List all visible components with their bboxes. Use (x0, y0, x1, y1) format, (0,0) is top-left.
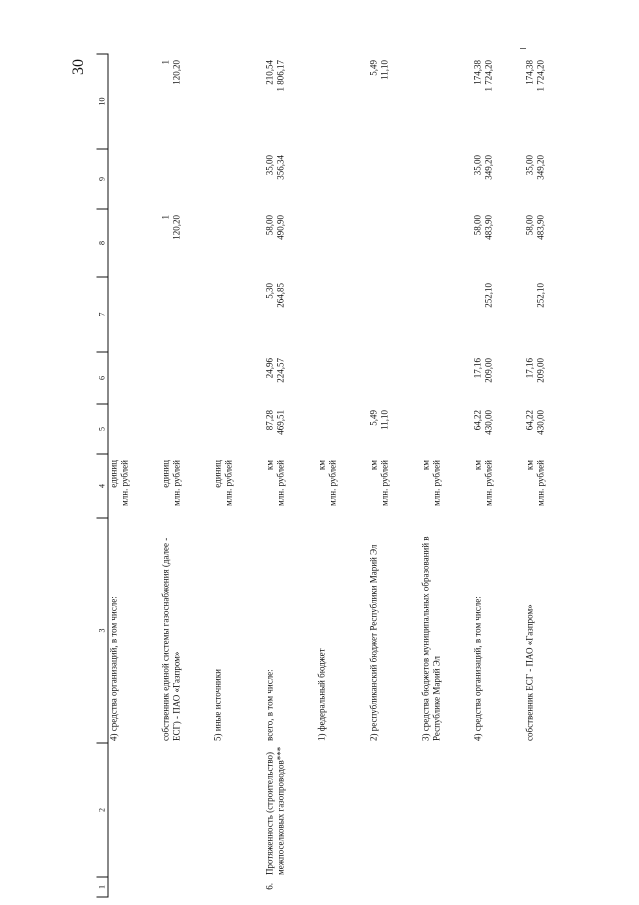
value-v10-line-1: 174,38 (472, 60, 482, 85)
value-v7 (472, 277, 524, 352)
row-number (212, 877, 264, 897)
value-v8-line-1: 58,00 (472, 215, 482, 236)
value-v10 (420, 54, 472, 149)
value-v10-line-1: 1 (160, 60, 170, 65)
value-v7-line-2: 252,10 (483, 283, 493, 308)
value-v7 (524, 277, 576, 352)
value-v6-line-2 (431, 358, 442, 402)
indicator-name (420, 743, 472, 877)
value-v7-line-2 (327, 283, 338, 350)
unit-cell-line-1: единиц (160, 460, 170, 488)
value-v5-line-1 (316, 410, 327, 452)
value-v9 (316, 149, 368, 209)
value-v8-line-1 (420, 215, 431, 275)
value-v5 (368, 404, 420, 454)
value-v9-line-2 (171, 155, 182, 207)
value-v6 (524, 352, 576, 404)
value-v7 (316, 277, 368, 352)
indicator-name (472, 743, 524, 877)
value-v9-line-2 (379, 155, 390, 207)
value-v8-line-2: 490,90 (275, 215, 285, 240)
column-header-10: 10 (97, 54, 109, 149)
value-v5-line-2: 11,10 (379, 410, 389, 430)
value-v6-line-2 (327, 358, 338, 402)
value-v9 (420, 149, 472, 209)
table-row (160, 54, 212, 897)
funding-source: 4) средства организаций, в том числе: (108, 596, 119, 741)
table-row (472, 54, 524, 897)
value-v7-line-1 (368, 283, 379, 350)
unit-cell (212, 454, 264, 518)
value-v5-line-1 (109, 410, 120, 452)
value-v9-line-1 (368, 155, 379, 207)
unit-cell-line-1: км (316, 460, 326, 471)
value-v9-line-2 (223, 155, 234, 207)
unit-cell-line-2: млн. рублей (223, 460, 233, 506)
row-number (420, 877, 472, 897)
indicator-name (212, 743, 264, 877)
table-container (97, 55, 544, 898)
value-v5 (264, 404, 316, 454)
value-v8-line-2 (327, 215, 338, 275)
unit-cell-line-1: км (472, 460, 482, 471)
row-number (108, 877, 160, 897)
value-v8-line-1 (109, 215, 120, 275)
value-v5-line-1 (212, 410, 223, 452)
value-v9-line-1 (160, 155, 171, 207)
value-v6-line-1: 24,96 (264, 358, 274, 379)
value-v8-line-1: 58,00 (264, 215, 274, 236)
unit-cell-line-2: млн. рублей (431, 460, 441, 506)
value-v8-line-2 (379, 215, 390, 275)
value-v6 (108, 352, 160, 404)
value-v5 (524, 404, 576, 454)
column-header-6: 6 (97, 352, 109, 404)
value-v6-line-2: 224,57 (275, 358, 285, 383)
column-header-5: 5 (97, 404, 109, 454)
value-v6-line-2 (120, 358, 131, 402)
value-v5 (420, 404, 472, 454)
unit-cell-line-2: млн. рублей (483, 460, 493, 506)
value-v10-line-2: 1 724,20 (535, 60, 545, 92)
row-number (368, 877, 420, 897)
funding-source: 1) федеральный бюджет (316, 648, 326, 741)
value-v9-line-2 (120, 155, 131, 207)
column-header-1: 1 (97, 877, 109, 897)
unit-cell (524, 454, 576, 518)
value-v5 (472, 404, 524, 454)
column-header-8: 8 (97, 209, 109, 277)
value-v6 (264, 352, 316, 404)
funding-source: 4) средства организаций, в том числе: (472, 596, 482, 741)
unit-cell (420, 454, 472, 518)
value-v9 (108, 149, 160, 209)
value-v10-line-1: 174,38 (524, 60, 534, 85)
value-v10-line-1 (212, 60, 223, 147)
value-v6-line-1: 17,16 (472, 358, 482, 379)
value-v10-line-1 (420, 60, 431, 147)
value-v9-line-1: 35,00 (524, 155, 534, 176)
value-v7-line-2: 264,85 (275, 283, 285, 308)
value-v8-line-2: 483,90 (483, 215, 493, 240)
value-v8 (264, 209, 316, 277)
value-v10-line-2 (431, 60, 442, 147)
value-v9-line-2: 356,34 (275, 155, 285, 180)
value-v8 (524, 209, 576, 277)
value-v5-line-1 (420, 410, 431, 452)
value-v7 (212, 277, 264, 352)
value-v7-line-1 (420, 283, 431, 350)
value-v10 (108, 54, 160, 149)
funding-source: 2) республиканский бюджет Республики Марий Эл (368, 544, 378, 741)
value-v8 (420, 209, 472, 277)
value-v9-line-1 (109, 155, 120, 207)
value-v6-line-1 (420, 358, 431, 402)
value-v9-line-1 (212, 155, 223, 207)
value-v5-line-1: 87,28 (264, 410, 274, 431)
unit-cell-line-1: км (420, 460, 430, 471)
value-v9 (368, 149, 420, 209)
indicator-name: Протяженность (строительство) межпоселковых газопроводов*** (264, 746, 285, 875)
table-row (108, 54, 160, 897)
row-number (316, 877, 368, 897)
value-v10 (264, 54, 316, 149)
table-row (524, 54, 576, 897)
value-v6-line-1: 17,16 (524, 358, 534, 379)
value-v9 (212, 149, 264, 209)
value-v10-line-2: 1 724,20 (483, 60, 493, 92)
column-header-2: 2 (97, 743, 109, 877)
value-v5 (160, 404, 212, 454)
table-body (108, 54, 576, 897)
value-v9-line-2 (431, 155, 442, 207)
value-v10-line-2: 1 806,17 (275, 60, 285, 92)
unit-cell (160, 454, 212, 518)
value-v7-line-1 (472, 283, 483, 350)
value-v8 (108, 209, 160, 277)
row-number (472, 877, 524, 897)
value-v5-line-2: 469,51 (275, 410, 285, 435)
value-v10-line-1 (316, 60, 327, 147)
column-header-9: 9 (97, 149, 109, 209)
indicator-name (368, 743, 420, 877)
row-number (160, 877, 212, 897)
value-v6-line-1 (368, 358, 379, 402)
column-header-7: 7 (97, 277, 109, 352)
indicator-name (160, 743, 212, 877)
budget-table (97, 54, 577, 898)
value-v7-line-2 (379, 283, 390, 350)
value-v6-line-2: 209,00 (483, 358, 493, 383)
value-v5-line-2: 430,00 (535, 410, 545, 435)
value-v7 (420, 277, 472, 352)
unit-cell-line-2: млн. рублей (535, 460, 545, 506)
value-v7 (160, 277, 212, 352)
value-v10 (316, 54, 368, 149)
row-number: 6. (264, 883, 274, 890)
value-v5-line-2 (120, 410, 131, 452)
funding-source: собственник ЕСГ - ПАО «Газпром» (524, 604, 534, 741)
value-v5 (212, 404, 264, 454)
value-v5-line-2: 430,00 (483, 410, 493, 435)
value-v10 (212, 54, 264, 149)
value-v8-line-2 (431, 215, 442, 275)
value-v10-line-2 (327, 60, 338, 147)
unit-cell-line-2: млн. рублей (119, 460, 130, 506)
value-v9 (524, 149, 576, 209)
value-v6 (472, 352, 524, 404)
value-v8-line-2 (120, 215, 131, 275)
value-v7 (264, 277, 316, 352)
value-v10-line-2: 11,10 (379, 60, 389, 80)
value-v7-line-1 (316, 283, 327, 350)
unit-cell (368, 454, 420, 518)
value-v6-line-1 (212, 358, 223, 402)
value-v10-line-1: 5,49 (368, 60, 378, 76)
unit-cell-line-2: млн. рублей (275, 460, 285, 506)
value-v5-line-2 (223, 410, 234, 452)
value-v6 (160, 352, 212, 404)
table-row (420, 54, 472, 897)
row-number (524, 877, 576, 897)
unit-cell (472, 454, 524, 518)
value-v8-line-1 (212, 215, 223, 275)
value-v8-line-1: 1 (160, 215, 170, 220)
value-v8-line-1: 58,00 (524, 215, 534, 236)
value-v10 (472, 54, 524, 149)
value-v9-line-2: 349,20 (483, 155, 493, 180)
table-row (316, 54, 368, 897)
value-v6 (316, 352, 368, 404)
value-v5-line-2 (171, 410, 182, 452)
unit-cell (108, 454, 160, 518)
value-v10-line-1: 210,54 (264, 60, 274, 85)
value-v9-line-1: 35,00 (264, 155, 274, 176)
value-v8-line-2 (223, 215, 234, 275)
value-v5-line-2 (327, 410, 338, 452)
value-v9-line-1 (316, 155, 327, 207)
value-v8 (212, 209, 264, 277)
unit-cell-line-1: км (368, 460, 378, 471)
value-v7-line-2 (431, 283, 442, 350)
value-v8-line-1 (316, 215, 327, 275)
unit-cell-line-1: км (524, 460, 534, 471)
value-v9-line-1 (420, 155, 431, 207)
unit-cell-line-1: единиц (108, 460, 119, 488)
value-v8-line-2: 120,20 (171, 215, 181, 240)
value-v6-line-2: 209,00 (535, 358, 545, 383)
value-v5-line-1: 5,49 (368, 410, 378, 426)
value-v9-line-2: 349,20 (535, 155, 545, 180)
scan-mark (520, 48, 526, 49)
value-v8-line-1 (368, 215, 379, 275)
value-v7 (108, 277, 160, 352)
indicator-name (108, 743, 160, 877)
value-v10-line-2 (223, 60, 234, 147)
value-v7 (368, 277, 420, 352)
value-v10 (524, 54, 576, 149)
value-v9 (472, 149, 524, 209)
value-v7-line-1 (212, 283, 223, 350)
value-v9-line-2 (327, 155, 338, 207)
value-v7-line-1: 5,30 (264, 283, 274, 299)
unit-cell-line-2: млн. рублей (171, 460, 181, 506)
page-number: 30 (70, 59, 87, 75)
value-v9-line-1: 35,00 (472, 155, 482, 176)
indicator-name (316, 743, 368, 877)
value-v6-line-2 (171, 358, 182, 402)
funding-source: всего, в том числе: (264, 669, 274, 741)
funding-source: 3) средства бюджетов муниципальных образований в Республике Марий Эл (420, 536, 441, 741)
value-v7-line-2 (120, 283, 131, 350)
unit-cell-line-1: км (264, 460, 274, 471)
value-v8 (472, 209, 524, 277)
value-v5 (108, 404, 160, 454)
value-v7-line-1 (524, 283, 535, 350)
value-v8 (160, 209, 212, 277)
value-v7-line-1 (109, 283, 120, 350)
unit-cell-line-1: единиц (212, 460, 222, 488)
unit-cell-line-2: млн. рублей (327, 460, 337, 506)
table-row (212, 54, 264, 897)
unit-cell-line-2: млн. рублей (379, 460, 389, 506)
funding-source: собственник единой системы газоснабжения (далее - ЕСГ) - ПАО «Газпром» (160, 537, 181, 741)
value-v10-line-2 (120, 60, 131, 147)
value-v10-line-1 (109, 60, 120, 147)
header-row (97, 54, 109, 897)
value-v7-line-2 (223, 283, 234, 350)
value-v10 (160, 54, 212, 149)
value-v9 (264, 149, 316, 209)
value-v6-line-2 (379, 358, 390, 402)
unit-cell (264, 454, 316, 518)
value-v10-line-2: 120,20 (171, 60, 181, 85)
value-v7-line-2 (171, 283, 182, 350)
value-v9 (160, 149, 212, 209)
value-v5-line-2 (431, 410, 442, 452)
value-v6 (420, 352, 472, 404)
value-v8 (368, 209, 420, 277)
value-v5-line-1 (160, 410, 171, 452)
indicator-name (524, 743, 576, 877)
value-v6 (368, 352, 420, 404)
value-v5-line-1: 64,22 (472, 410, 482, 431)
value-v8 (316, 209, 368, 277)
value-v8-line-2: 483,90 (535, 215, 545, 240)
value-v5 (316, 404, 368, 454)
table-row (264, 54, 316, 897)
value-v7-line-1 (160, 283, 171, 350)
funding-source: 5) иные источники (212, 669, 222, 741)
value-v6-line-1 (316, 358, 327, 402)
value-v5-line-1: 64,22 (524, 410, 534, 431)
column-header-4: 4 (97, 454, 109, 518)
table-row (368, 54, 420, 897)
unit-cell (316, 454, 368, 518)
value-v7-line-2: 252,10 (535, 283, 545, 308)
value-v6 (212, 352, 264, 404)
value-v6-line-1 (109, 358, 120, 402)
column-header-3: 3 (97, 518, 109, 743)
value-v6-line-1 (160, 358, 171, 402)
value-v10 (368, 54, 420, 149)
value-v6-line-2 (223, 358, 234, 402)
